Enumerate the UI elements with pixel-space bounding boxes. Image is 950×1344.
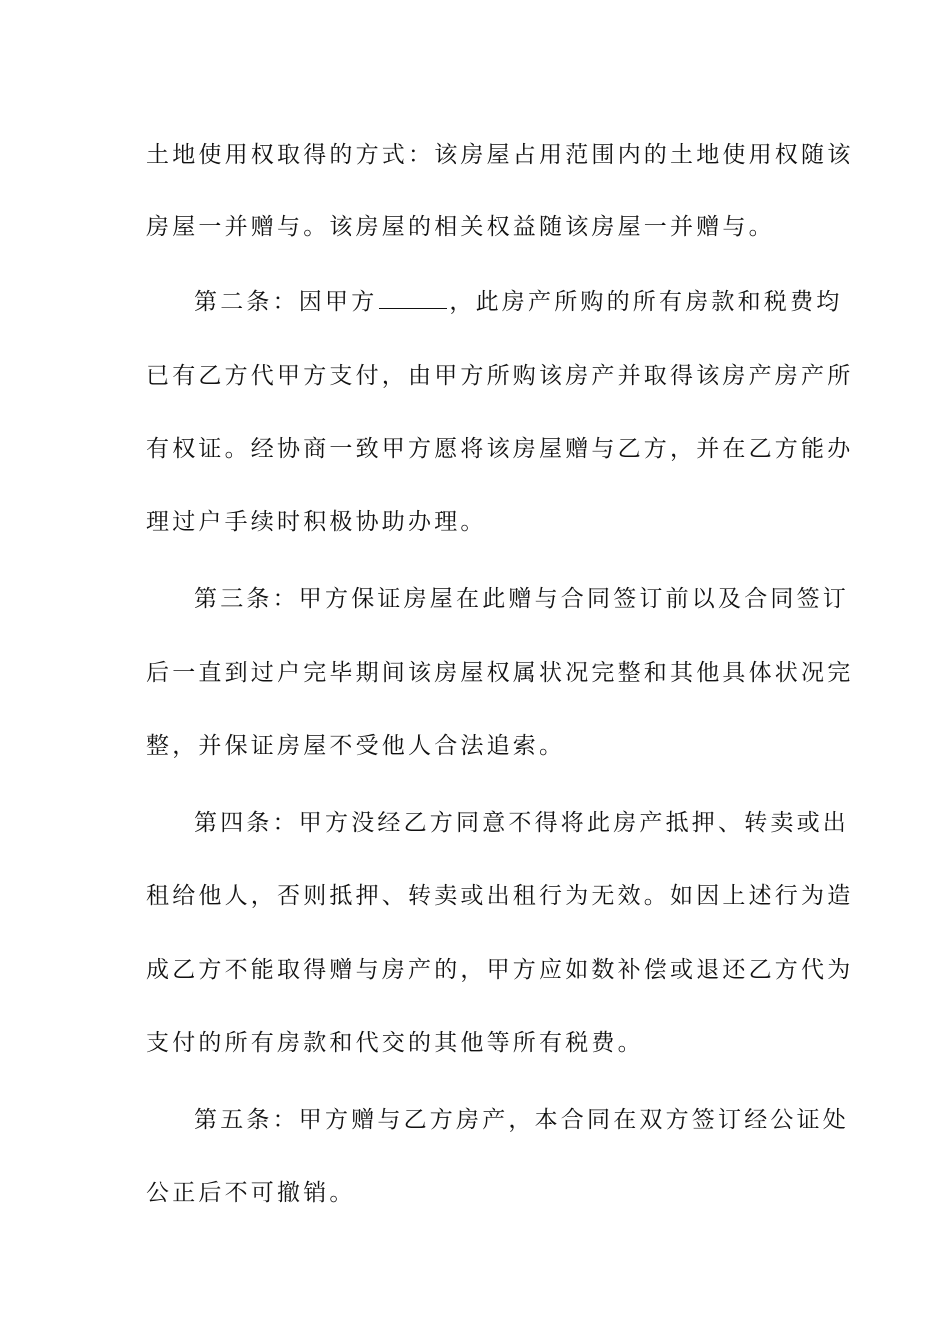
text-line-8: 后一直到过户完毕期间该房屋权属状况完整和其他具体状况完 [146,660,854,686]
text-line-5: 有权证。经协商一致甲方愿将该房屋赠与乙方，并在乙方能办 [146,436,854,462]
text-line-2: 房屋一并赠与。该房屋的相关权益随该房屋一并赠与。 [146,214,775,240]
article-2-prefix: 第二条：因甲方 [194,289,378,315]
blank-underline [379,288,447,309]
text-line-1: 土地使用权取得的方式：该房屋占用范围内的土地使用权随该 [146,142,854,168]
article-2-heading-line [194,287,854,317]
text-line-13: 支付的所有房款和代交的其他等所有税费。 [146,1030,644,1056]
article-3-heading-line: 第三条：甲方保证房屋在此赠与合同签订前以及合同签订 [194,586,849,612]
text-line-12: 成乙方不能取得赠与房产的，甲方应如数补偿或退还乙方代为 [146,957,854,983]
text-line-4: 已有乙方代甲方支付，由甲方所购该房产并取得该房产房产所 [146,363,854,389]
text-line-6: 理过户手续时积极协助办理。 [146,509,487,535]
text-line-9: 整，并保证房屋不受他人合法追索。 [146,733,566,759]
article-5-heading-line: 第五条：甲方赠与乙方房产，本合同在双方签订经公证处 [194,1107,849,1133]
text-line-11: 租给他人，否则抵押、转卖或出租行为无效。如因上述行为造 [146,883,854,909]
text-line-15: 公正后不可撤销。 [146,1180,356,1206]
article-2-suffix: ，此房产所购的所有房款和税费均 [449,289,843,315]
article-4-heading-line: 第四条：甲方没经乙方同意不得将此房产抵押、转卖或出 [194,810,849,836]
